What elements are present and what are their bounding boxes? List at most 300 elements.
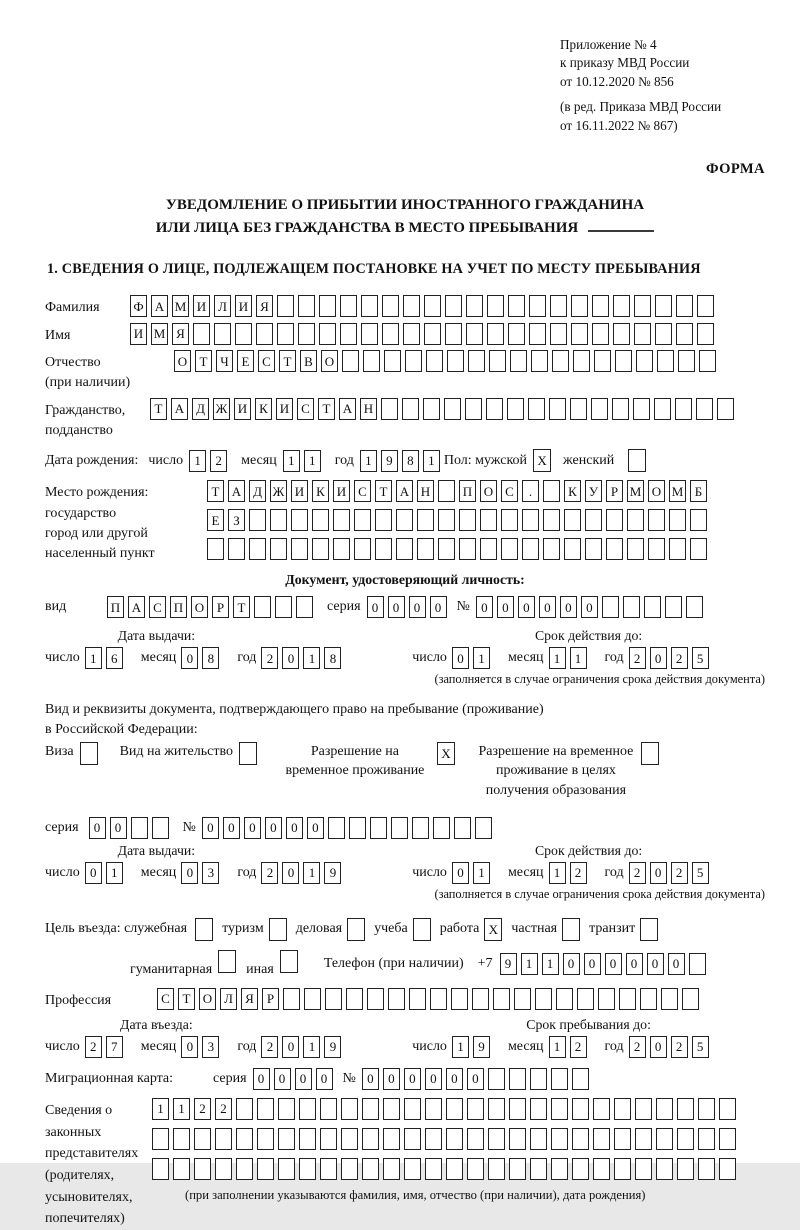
char-cell[interactable] bbox=[598, 988, 615, 1010]
purpose-work-checkbox[interactable]: X bbox=[484, 918, 502, 941]
char-cell[interactable] bbox=[333, 509, 350, 531]
char-cell[interactable] bbox=[571, 295, 588, 317]
char-cell[interactable] bbox=[551, 1128, 568, 1150]
purpose-official-checkbox[interactable] bbox=[195, 918, 213, 941]
char-cell[interactable] bbox=[236, 1158, 253, 1180]
char-cell[interactable] bbox=[572, 1098, 589, 1120]
char-cell[interactable] bbox=[383, 1128, 400, 1150]
char-cell[interactable] bbox=[669, 538, 686, 560]
char-cell[interactable] bbox=[654, 398, 671, 420]
char-cell[interactable] bbox=[657, 350, 674, 372]
char-cell[interactable] bbox=[388, 988, 405, 1010]
char-cell[interactable] bbox=[475, 817, 492, 839]
char-cell[interactable] bbox=[354, 509, 371, 531]
char-cell[interactable]: Ж bbox=[270, 480, 287, 502]
char-cell[interactable] bbox=[254, 596, 271, 618]
char-cell[interactable]: 9 bbox=[324, 862, 341, 884]
char-cell[interactable] bbox=[572, 1068, 589, 1090]
char-cell[interactable] bbox=[635, 1098, 652, 1120]
char-cell[interactable] bbox=[644, 596, 661, 618]
char-cell[interactable] bbox=[690, 538, 707, 560]
char-cell[interactable]: 0 bbox=[647, 953, 664, 975]
char-cell[interactable]: Д bbox=[249, 480, 266, 502]
char-cell[interactable] bbox=[278, 1098, 295, 1120]
char-cell[interactable] bbox=[382, 323, 399, 345]
char-cell[interactable]: И bbox=[235, 295, 252, 317]
char-cell[interactable] bbox=[467, 1098, 484, 1120]
char-cell[interactable] bbox=[488, 1128, 505, 1150]
char-cell[interactable]: 1 bbox=[452, 1036, 469, 1058]
char-cell[interactable] bbox=[697, 295, 714, 317]
char-cell[interactable]: 1 bbox=[303, 1036, 320, 1058]
char-cell[interactable] bbox=[214, 323, 231, 345]
char-cell[interactable]: 1 bbox=[85, 647, 102, 669]
char-cell[interactable] bbox=[152, 817, 169, 839]
char-cell[interactable] bbox=[675, 398, 692, 420]
char-cell[interactable] bbox=[572, 1158, 589, 1180]
char-cell[interactable] bbox=[454, 817, 471, 839]
char-cell[interactable] bbox=[585, 509, 602, 531]
char-cell[interactable]: 1 bbox=[304, 450, 321, 472]
char-cell[interactable] bbox=[619, 988, 636, 1010]
char-cell[interactable]: 1 bbox=[549, 1036, 566, 1058]
char-cell[interactable]: О bbox=[174, 350, 191, 372]
char-cell[interactable] bbox=[549, 398, 566, 420]
char-cell[interactable]: П bbox=[170, 596, 187, 618]
char-cell[interactable]: Ч bbox=[216, 350, 233, 372]
char-cell[interactable] bbox=[648, 538, 665, 560]
char-cell[interactable]: 0 bbox=[650, 1036, 667, 1058]
char-cell[interactable]: 1 bbox=[473, 862, 490, 884]
char-cell[interactable] bbox=[543, 509, 560, 531]
char-cell[interactable] bbox=[328, 817, 345, 839]
char-cell[interactable] bbox=[382, 295, 399, 317]
char-cell[interactable] bbox=[592, 295, 609, 317]
char-cell[interactable]: С bbox=[157, 988, 174, 1010]
char-cell[interactable] bbox=[194, 1128, 211, 1150]
char-cell[interactable]: 0 bbox=[316, 1068, 333, 1090]
char-cell[interactable]: Д bbox=[192, 398, 209, 420]
char-cell[interactable]: 2 bbox=[671, 647, 688, 669]
char-cell[interactable]: 0 bbox=[668, 953, 685, 975]
char-cell[interactable]: 0 bbox=[404, 1068, 421, 1090]
char-cell[interactable] bbox=[425, 1128, 442, 1150]
char-cell[interactable] bbox=[438, 480, 455, 502]
char-cell[interactable]: 1 bbox=[303, 647, 320, 669]
char-cell[interactable] bbox=[404, 1128, 421, 1150]
char-cell[interactable]: Т bbox=[375, 480, 392, 502]
char-cell[interactable]: 0 bbox=[282, 647, 299, 669]
char-cell[interactable]: Т bbox=[150, 398, 167, 420]
char-cell[interactable] bbox=[193, 323, 210, 345]
char-cell[interactable]: 1 bbox=[303, 862, 320, 884]
char-cell[interactable] bbox=[370, 817, 387, 839]
char-cell[interactable]: Ж bbox=[213, 398, 230, 420]
char-cell[interactable] bbox=[445, 323, 462, 345]
char-cell[interactable]: 0 bbox=[584, 953, 601, 975]
char-cell[interactable] bbox=[430, 988, 447, 1010]
char-cell[interactable] bbox=[319, 323, 336, 345]
char-cell[interactable] bbox=[552, 350, 569, 372]
char-cell[interactable] bbox=[467, 1128, 484, 1150]
char-cell[interactable] bbox=[571, 323, 588, 345]
char-cell[interactable] bbox=[340, 295, 357, 317]
char-cell[interactable]: П bbox=[107, 596, 124, 618]
char-cell[interactable] bbox=[312, 509, 329, 531]
temp-residence-checkbox[interactable]: X bbox=[437, 742, 455, 765]
char-cell[interactable]: Т bbox=[178, 988, 195, 1010]
char-cell[interactable] bbox=[509, 1098, 526, 1120]
char-cell[interactable] bbox=[312, 538, 329, 560]
char-cell[interactable] bbox=[278, 1158, 295, 1180]
char-cell[interactable] bbox=[487, 323, 504, 345]
char-cell[interactable] bbox=[438, 509, 455, 531]
char-cell[interactable] bbox=[614, 1098, 631, 1120]
char-cell[interactable] bbox=[676, 323, 693, 345]
char-cell[interactable] bbox=[719, 1158, 736, 1180]
char-cell[interactable] bbox=[257, 1158, 274, 1180]
char-cell[interactable]: П bbox=[459, 480, 476, 502]
char-cell[interactable]: 0 bbox=[430, 596, 447, 618]
char-cell[interactable] bbox=[682, 988, 699, 1010]
char-cell[interactable] bbox=[592, 323, 609, 345]
char-cell[interactable]: 0 bbox=[223, 817, 240, 839]
char-cell[interactable]: А bbox=[171, 398, 188, 420]
char-cell[interactable]: М bbox=[151, 323, 168, 345]
char-cell[interactable] bbox=[489, 350, 506, 372]
char-cell[interactable] bbox=[381, 398, 398, 420]
char-cell[interactable] bbox=[509, 1128, 526, 1150]
char-cell[interactable] bbox=[320, 1158, 337, 1180]
char-cell[interactable]: 0 bbox=[626, 953, 643, 975]
char-cell[interactable] bbox=[509, 1158, 526, 1180]
char-cell[interactable] bbox=[623, 596, 640, 618]
char-cell[interactable] bbox=[375, 509, 392, 531]
char-cell[interactable] bbox=[298, 323, 315, 345]
char-cell[interactable]: 2 bbox=[629, 647, 646, 669]
char-cell[interactable] bbox=[572, 1128, 589, 1150]
char-cell[interactable]: 9 bbox=[381, 450, 398, 472]
char-cell[interactable] bbox=[446, 1158, 463, 1180]
char-cell[interactable]: 0 bbox=[244, 817, 261, 839]
char-cell[interactable]: 2 bbox=[210, 450, 227, 472]
char-cell[interactable] bbox=[665, 596, 682, 618]
char-cell[interactable] bbox=[602, 596, 619, 618]
char-cell[interactable] bbox=[508, 323, 525, 345]
char-cell[interactable]: Р bbox=[606, 480, 623, 502]
char-cell[interactable] bbox=[564, 509, 581, 531]
char-cell[interactable]: М bbox=[627, 480, 644, 502]
char-cell[interactable] bbox=[507, 398, 524, 420]
char-cell[interactable]: 1 bbox=[521, 953, 538, 975]
char-cell[interactable] bbox=[445, 295, 462, 317]
char-cell[interactable] bbox=[361, 323, 378, 345]
char-cell[interactable] bbox=[551, 1068, 568, 1090]
char-cell[interactable] bbox=[529, 323, 546, 345]
char-cell[interactable]: И bbox=[234, 398, 251, 420]
char-cell[interactable] bbox=[530, 1098, 547, 1120]
char-cell[interactable] bbox=[699, 350, 716, 372]
char-cell[interactable] bbox=[661, 988, 678, 1010]
char-cell[interactable]: С bbox=[149, 596, 166, 618]
char-cell[interactable] bbox=[320, 1128, 337, 1150]
char-cell[interactable] bbox=[375, 538, 392, 560]
char-cell[interactable]: 2 bbox=[261, 1036, 278, 1058]
char-cell[interactable] bbox=[257, 1098, 274, 1120]
char-cell[interactable] bbox=[531, 350, 548, 372]
char-cell[interactable]: Я bbox=[172, 323, 189, 345]
char-cell[interactable]: Н bbox=[417, 480, 434, 502]
char-cell[interactable] bbox=[535, 988, 552, 1010]
char-cell[interactable] bbox=[194, 1158, 211, 1180]
char-cell[interactable]: Ф bbox=[130, 295, 147, 317]
char-cell[interactable] bbox=[341, 1098, 358, 1120]
char-cell[interactable] bbox=[613, 295, 630, 317]
char-cell[interactable] bbox=[325, 988, 342, 1010]
char-cell[interactable]: 0 bbox=[253, 1068, 270, 1090]
char-cell[interactable] bbox=[215, 1158, 232, 1180]
char-cell[interactable] bbox=[585, 538, 602, 560]
char-cell[interactable] bbox=[277, 323, 294, 345]
char-cell[interactable] bbox=[319, 295, 336, 317]
char-cell[interactable] bbox=[698, 1158, 715, 1180]
char-cell[interactable]: М bbox=[172, 295, 189, 317]
char-cell[interactable] bbox=[550, 295, 567, 317]
char-cell[interactable] bbox=[417, 509, 434, 531]
char-cell[interactable]: К bbox=[564, 480, 581, 502]
char-cell[interactable] bbox=[249, 538, 266, 560]
char-cell[interactable] bbox=[501, 538, 518, 560]
purpose-humanitarian-checkbox[interactable] bbox=[218, 950, 236, 973]
char-cell[interactable] bbox=[593, 1158, 610, 1180]
char-cell[interactable] bbox=[530, 1158, 547, 1180]
char-cell[interactable]: В bbox=[300, 350, 317, 372]
char-cell[interactable] bbox=[627, 509, 644, 531]
char-cell[interactable]: 2 bbox=[629, 1036, 646, 1058]
char-cell[interactable]: Т bbox=[279, 350, 296, 372]
char-cell[interactable] bbox=[719, 1128, 736, 1150]
char-cell[interactable] bbox=[409, 988, 426, 1010]
char-cell[interactable]: 1 bbox=[106, 862, 123, 884]
char-cell[interactable] bbox=[396, 509, 413, 531]
char-cell[interactable] bbox=[614, 1128, 631, 1150]
char-cell[interactable] bbox=[299, 1158, 316, 1180]
char-cell[interactable] bbox=[486, 398, 503, 420]
purpose-other-checkbox[interactable] bbox=[280, 950, 298, 973]
char-cell[interactable]: А bbox=[396, 480, 413, 502]
char-cell[interactable] bbox=[613, 323, 630, 345]
char-cell[interactable] bbox=[514, 988, 531, 1010]
char-cell[interactable] bbox=[403, 295, 420, 317]
char-cell[interactable] bbox=[277, 295, 294, 317]
char-cell[interactable] bbox=[493, 988, 510, 1010]
char-cell[interactable] bbox=[612, 398, 629, 420]
char-cell[interactable]: 1 bbox=[173, 1098, 190, 1120]
char-cell[interactable]: О bbox=[321, 350, 338, 372]
char-cell[interactable]: М bbox=[669, 480, 686, 502]
char-cell[interactable] bbox=[249, 509, 266, 531]
char-cell[interactable] bbox=[438, 538, 455, 560]
char-cell[interactable] bbox=[304, 988, 321, 1010]
char-cell[interactable]: 0 bbox=[425, 1068, 442, 1090]
char-cell[interactable]: О bbox=[648, 480, 665, 502]
char-cell[interactable]: 0 bbox=[539, 596, 556, 618]
char-cell[interactable] bbox=[467, 1158, 484, 1180]
char-cell[interactable]: 0 bbox=[388, 596, 405, 618]
char-cell[interactable] bbox=[508, 295, 525, 317]
char-cell[interactable] bbox=[564, 538, 581, 560]
char-cell[interactable]: 1 bbox=[570, 647, 587, 669]
char-cell[interactable] bbox=[686, 596, 703, 618]
char-cell[interactable] bbox=[551, 1158, 568, 1180]
char-cell[interactable] bbox=[594, 350, 611, 372]
char-cell[interactable] bbox=[465, 398, 482, 420]
char-cell[interactable] bbox=[551, 1098, 568, 1120]
char-cell[interactable] bbox=[677, 1128, 694, 1150]
char-cell[interactable] bbox=[633, 398, 650, 420]
char-cell[interactable] bbox=[152, 1128, 169, 1150]
char-cell[interactable] bbox=[446, 1098, 463, 1120]
char-cell[interactable] bbox=[299, 1098, 316, 1120]
char-cell[interactable] bbox=[522, 538, 539, 560]
char-cell[interactable]: 1 bbox=[542, 953, 559, 975]
char-cell[interactable] bbox=[615, 350, 632, 372]
char-cell[interactable] bbox=[606, 509, 623, 531]
char-cell[interactable] bbox=[404, 1098, 421, 1120]
char-cell[interactable] bbox=[341, 1128, 358, 1150]
char-cell[interactable] bbox=[291, 538, 308, 560]
char-cell[interactable] bbox=[152, 1158, 169, 1180]
char-cell[interactable] bbox=[487, 295, 504, 317]
char-cell[interactable]: 1 bbox=[283, 450, 300, 472]
char-cell[interactable]: Р bbox=[212, 596, 229, 618]
char-cell[interactable]: 0 bbox=[89, 817, 106, 839]
char-cell[interactable]: А bbox=[128, 596, 145, 618]
char-cell[interactable] bbox=[256, 323, 273, 345]
char-cell[interactable] bbox=[606, 538, 623, 560]
char-cell[interactable]: 0 bbox=[274, 1068, 291, 1090]
char-cell[interactable] bbox=[228, 538, 245, 560]
char-cell[interactable] bbox=[717, 398, 734, 420]
char-cell[interactable] bbox=[384, 350, 401, 372]
char-cell[interactable] bbox=[614, 1158, 631, 1180]
char-cell[interactable] bbox=[291, 509, 308, 531]
char-cell[interactable]: Р bbox=[262, 988, 279, 1010]
char-cell[interactable] bbox=[362, 1098, 379, 1120]
char-cell[interactable] bbox=[640, 988, 657, 1010]
char-cell[interactable] bbox=[689, 953, 706, 975]
char-cell[interactable]: И bbox=[130, 323, 147, 345]
char-cell[interactable] bbox=[257, 1128, 274, 1150]
char-cell[interactable] bbox=[656, 1128, 673, 1150]
char-cell[interactable] bbox=[342, 350, 359, 372]
char-cell[interactable]: А bbox=[151, 295, 168, 317]
char-cell[interactable]: 0 bbox=[467, 1068, 484, 1090]
char-cell[interactable]: А bbox=[339, 398, 356, 420]
char-cell[interactable] bbox=[459, 509, 476, 531]
char-cell[interactable]: 0 bbox=[497, 596, 514, 618]
char-cell[interactable]: 0 bbox=[181, 647, 198, 669]
char-cell[interactable] bbox=[468, 350, 485, 372]
char-cell[interactable] bbox=[236, 1128, 253, 1150]
char-cell[interactable]: 0 bbox=[452, 647, 469, 669]
char-cell[interactable] bbox=[270, 509, 287, 531]
char-cell[interactable]: 0 bbox=[476, 596, 493, 618]
char-cell[interactable] bbox=[447, 350, 464, 372]
char-cell[interactable] bbox=[510, 350, 527, 372]
char-cell[interactable] bbox=[391, 817, 408, 839]
char-cell[interactable] bbox=[403, 323, 420, 345]
char-cell[interactable] bbox=[173, 1128, 190, 1150]
char-cell[interactable] bbox=[362, 1128, 379, 1150]
char-cell[interactable]: 0 bbox=[181, 1036, 198, 1058]
char-cell[interactable] bbox=[719, 1098, 736, 1120]
char-cell[interactable] bbox=[655, 295, 672, 317]
char-cell[interactable] bbox=[488, 1098, 505, 1120]
char-cell[interactable]: 5 bbox=[692, 647, 709, 669]
char-cell[interactable] bbox=[444, 398, 461, 420]
char-cell[interactable] bbox=[698, 1098, 715, 1120]
char-cell[interactable] bbox=[362, 1158, 379, 1180]
char-cell[interactable] bbox=[333, 538, 350, 560]
char-cell[interactable] bbox=[655, 323, 672, 345]
char-cell[interactable]: 0 bbox=[282, 1036, 299, 1058]
char-cell[interactable]: 0 bbox=[295, 1068, 312, 1090]
char-cell[interactable] bbox=[480, 509, 497, 531]
char-cell[interactable]: И bbox=[193, 295, 210, 317]
char-cell[interactable] bbox=[235, 323, 252, 345]
char-cell[interactable] bbox=[593, 1098, 610, 1120]
char-cell[interactable]: 2 bbox=[215, 1098, 232, 1120]
char-cell[interactable] bbox=[570, 398, 587, 420]
char-cell[interactable]: Т bbox=[318, 398, 335, 420]
char-cell[interactable] bbox=[361, 295, 378, 317]
char-cell[interactable] bbox=[417, 538, 434, 560]
char-cell[interactable]: 1 bbox=[549, 647, 566, 669]
char-cell[interactable]: 0 bbox=[286, 817, 303, 839]
char-cell[interactable] bbox=[669, 509, 686, 531]
char-cell[interactable] bbox=[696, 398, 713, 420]
char-cell[interactable]: 2 bbox=[261, 862, 278, 884]
char-cell[interactable]: К bbox=[312, 480, 329, 502]
char-cell[interactable]: 0 bbox=[563, 953, 580, 975]
residence-permit-checkbox[interactable] bbox=[239, 742, 257, 765]
char-cell[interactable] bbox=[278, 1128, 295, 1150]
char-cell[interactable]: Е bbox=[237, 350, 254, 372]
char-cell[interactable]: 0 bbox=[181, 862, 198, 884]
char-cell[interactable]: 1 bbox=[152, 1098, 169, 1120]
char-cell[interactable] bbox=[451, 988, 468, 1010]
char-cell[interactable]: Б bbox=[690, 480, 707, 502]
char-cell[interactable] bbox=[405, 350, 422, 372]
char-cell[interactable] bbox=[488, 1068, 505, 1090]
char-cell[interactable]: О bbox=[191, 596, 208, 618]
char-cell[interactable] bbox=[488, 1158, 505, 1180]
char-cell[interactable]: И bbox=[333, 480, 350, 502]
char-cell[interactable]: . bbox=[522, 480, 539, 502]
char-cell[interactable]: Т bbox=[195, 350, 212, 372]
char-cell[interactable] bbox=[550, 323, 567, 345]
char-cell[interactable]: 3 bbox=[202, 1036, 219, 1058]
char-cell[interactable] bbox=[296, 596, 313, 618]
char-cell[interactable]: К bbox=[255, 398, 272, 420]
char-cell[interactable]: С bbox=[258, 350, 275, 372]
char-cell[interactable] bbox=[283, 988, 300, 1010]
char-cell[interactable]: 0 bbox=[110, 817, 127, 839]
char-cell[interactable]: 0 bbox=[605, 953, 622, 975]
char-cell[interactable] bbox=[367, 988, 384, 1010]
char-cell[interactable] bbox=[634, 295, 651, 317]
